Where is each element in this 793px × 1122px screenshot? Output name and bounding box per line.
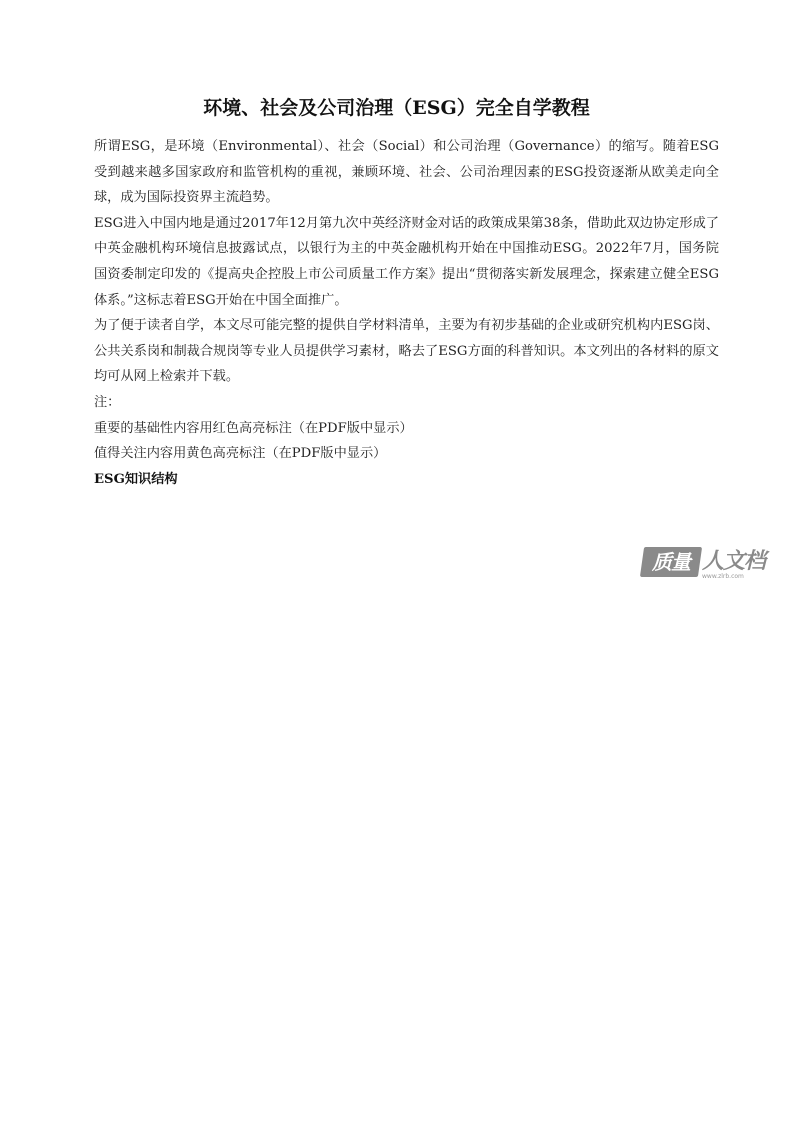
section-heading: ESG知识结构 xyxy=(94,471,178,487)
paragraph-purpose: 为了便于读者自学，本文尽可能完整的提供自学材料清单，主要为有初步基础的企业或研究机构内ESG岗、公共关系岗和制裁合规岗等专业人员提供学习素材，略去了ESG方面的科普知识。本文列出的各材料的原文均可从网上检索并下载。 xyxy=(94,318,719,385)
paragraph-intro: 所谓ESG，是环境（Environmental）、社会（Social）和公司治理（Governance）的缩写。随着ESG受到越来越多国家政府和监管机构的重视，兼顾环境、社会、公司治理因素的ESG投资逐渐从欧美走向全球，成为国际投资界主流趋势。 xyxy=(94,139,719,206)
document-title: 环境、社会及公司治理（ESG）完全自学教程 xyxy=(203,97,590,119)
watermark-brand-text: 人文档 xyxy=(702,549,766,574)
note-label: 注： xyxy=(94,394,121,410)
watermark-url: www.zlrb.com xyxy=(702,573,744,580)
watermark-badge-text: 质量 xyxy=(652,550,690,574)
note-yellow-highlight: 值得关注内容用黄色高亮标注（在PDF版中显示） xyxy=(94,446,387,462)
document-body xyxy=(94,134,719,492)
note-red-highlight: 重要的基础性内容用红色高亮标注（在PDF版中显示） xyxy=(94,420,413,436)
watermark-logo xyxy=(642,547,782,581)
paragraph-china-entry: ESG进入中国内地是通过2017年12月第九次中英经济财金对话的政策成果第38条，借助此双边协定形成了中英金融机构环境信息披露试点，以银行为主的中英金融机构开始在中国推动ESG。2022年7月，国务院国资委制定印发的《提高央企控股上市公司质量工作方案》提出“贯彻落实新发展理念，探索建立健全ESG体系。”这标志着ESG开始在中国全面推广。 xyxy=(94,215,719,308)
